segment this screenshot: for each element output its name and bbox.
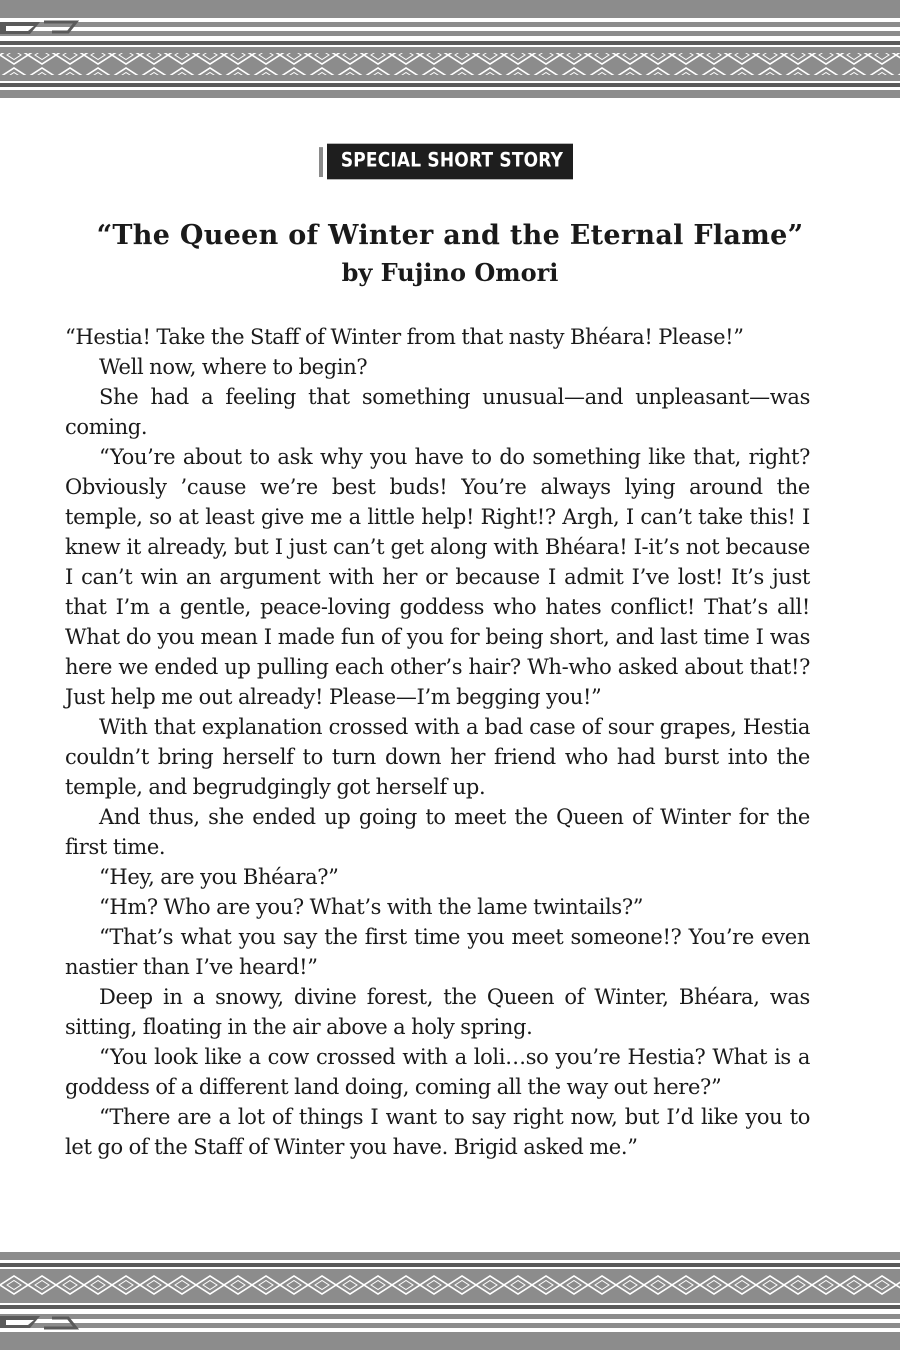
paragraph: With that explanation crossed with a bad case of sour grapes, Hestia couldn’t bring herself to turn down her friend who had burst into the temple, and begrudgingly got herself up.	[65, 715, 810, 799]
story-title: “The Queen of Winter and the Eternal Flame”	[96, 220, 804, 251]
paragraph: Well now, where to begin?	[99, 355, 368, 379]
paragraph: “Hm? Who are you? What’s with the lame twintails?”	[99, 895, 644, 919]
bottom-decorative-border	[0, 1252, 900, 1350]
paragraph: And thus, she ended up going to meet the Queen of Winter for the first time.	[65, 805, 810, 859]
special-short-story-badge: SPECIAL SHORT STORY	[327, 144, 573, 180]
paragraph: “Hey, are you Bhéara?”	[99, 865, 339, 889]
paragraph: “You look like a cow crossed with a loli…so you’re Hestia? What is a goddess of a different land doing, coming all the way out here?”	[65, 1045, 810, 1099]
paragraph: “That’s what you say the first time you meet someone!? You’re even nastier than I’ve heard!”	[65, 925, 810, 979]
story-body	[65, 322, 810, 1162]
paragraph: “There are a lot of things I want to say right now, but I’d like you to let go of the Staff of Winter you have. Brigid asked me.”	[65, 1105, 810, 1159]
story-byline: by Fujino Omori	[341, 258, 559, 287]
paragraph: “Hestia! Take the Staff of Winter from that nasty Bhéara! Please!”	[65, 325, 744, 349]
badge-container	[0, 146, 900, 177]
paragraph: Deep in a snowy, divine forest, the Queen of Winter, Bhéara, was sitting, floating in the air above a holy spring.	[65, 985, 810, 1039]
paragraph: “You’re about to ask why you have to do something like that, right? Obviously ’cause we’re best buds! You’re always lying around the temple, so at least give me a little help! Right!? Argh, I can’t take this! I knew it already, but I just can’t get along with Bhéara! I-it’s not because I can’t win an argument with her or because I admit I’ve lost! It’s just that I’m a gentle, peace-loving goddess who hates conflict! That’s all! What do you mean I made fun of you for being short, and last time I was here we ended up pulling each other’s hair? Wh-who asked about that!? Just help me out already! Please—I’m begging you!”	[65, 445, 810, 709]
paragraph: She had a feeling that something unusual—and unpleasant—was coming.	[65, 385, 810, 439]
top-decorative-border	[0, 0, 900, 98]
